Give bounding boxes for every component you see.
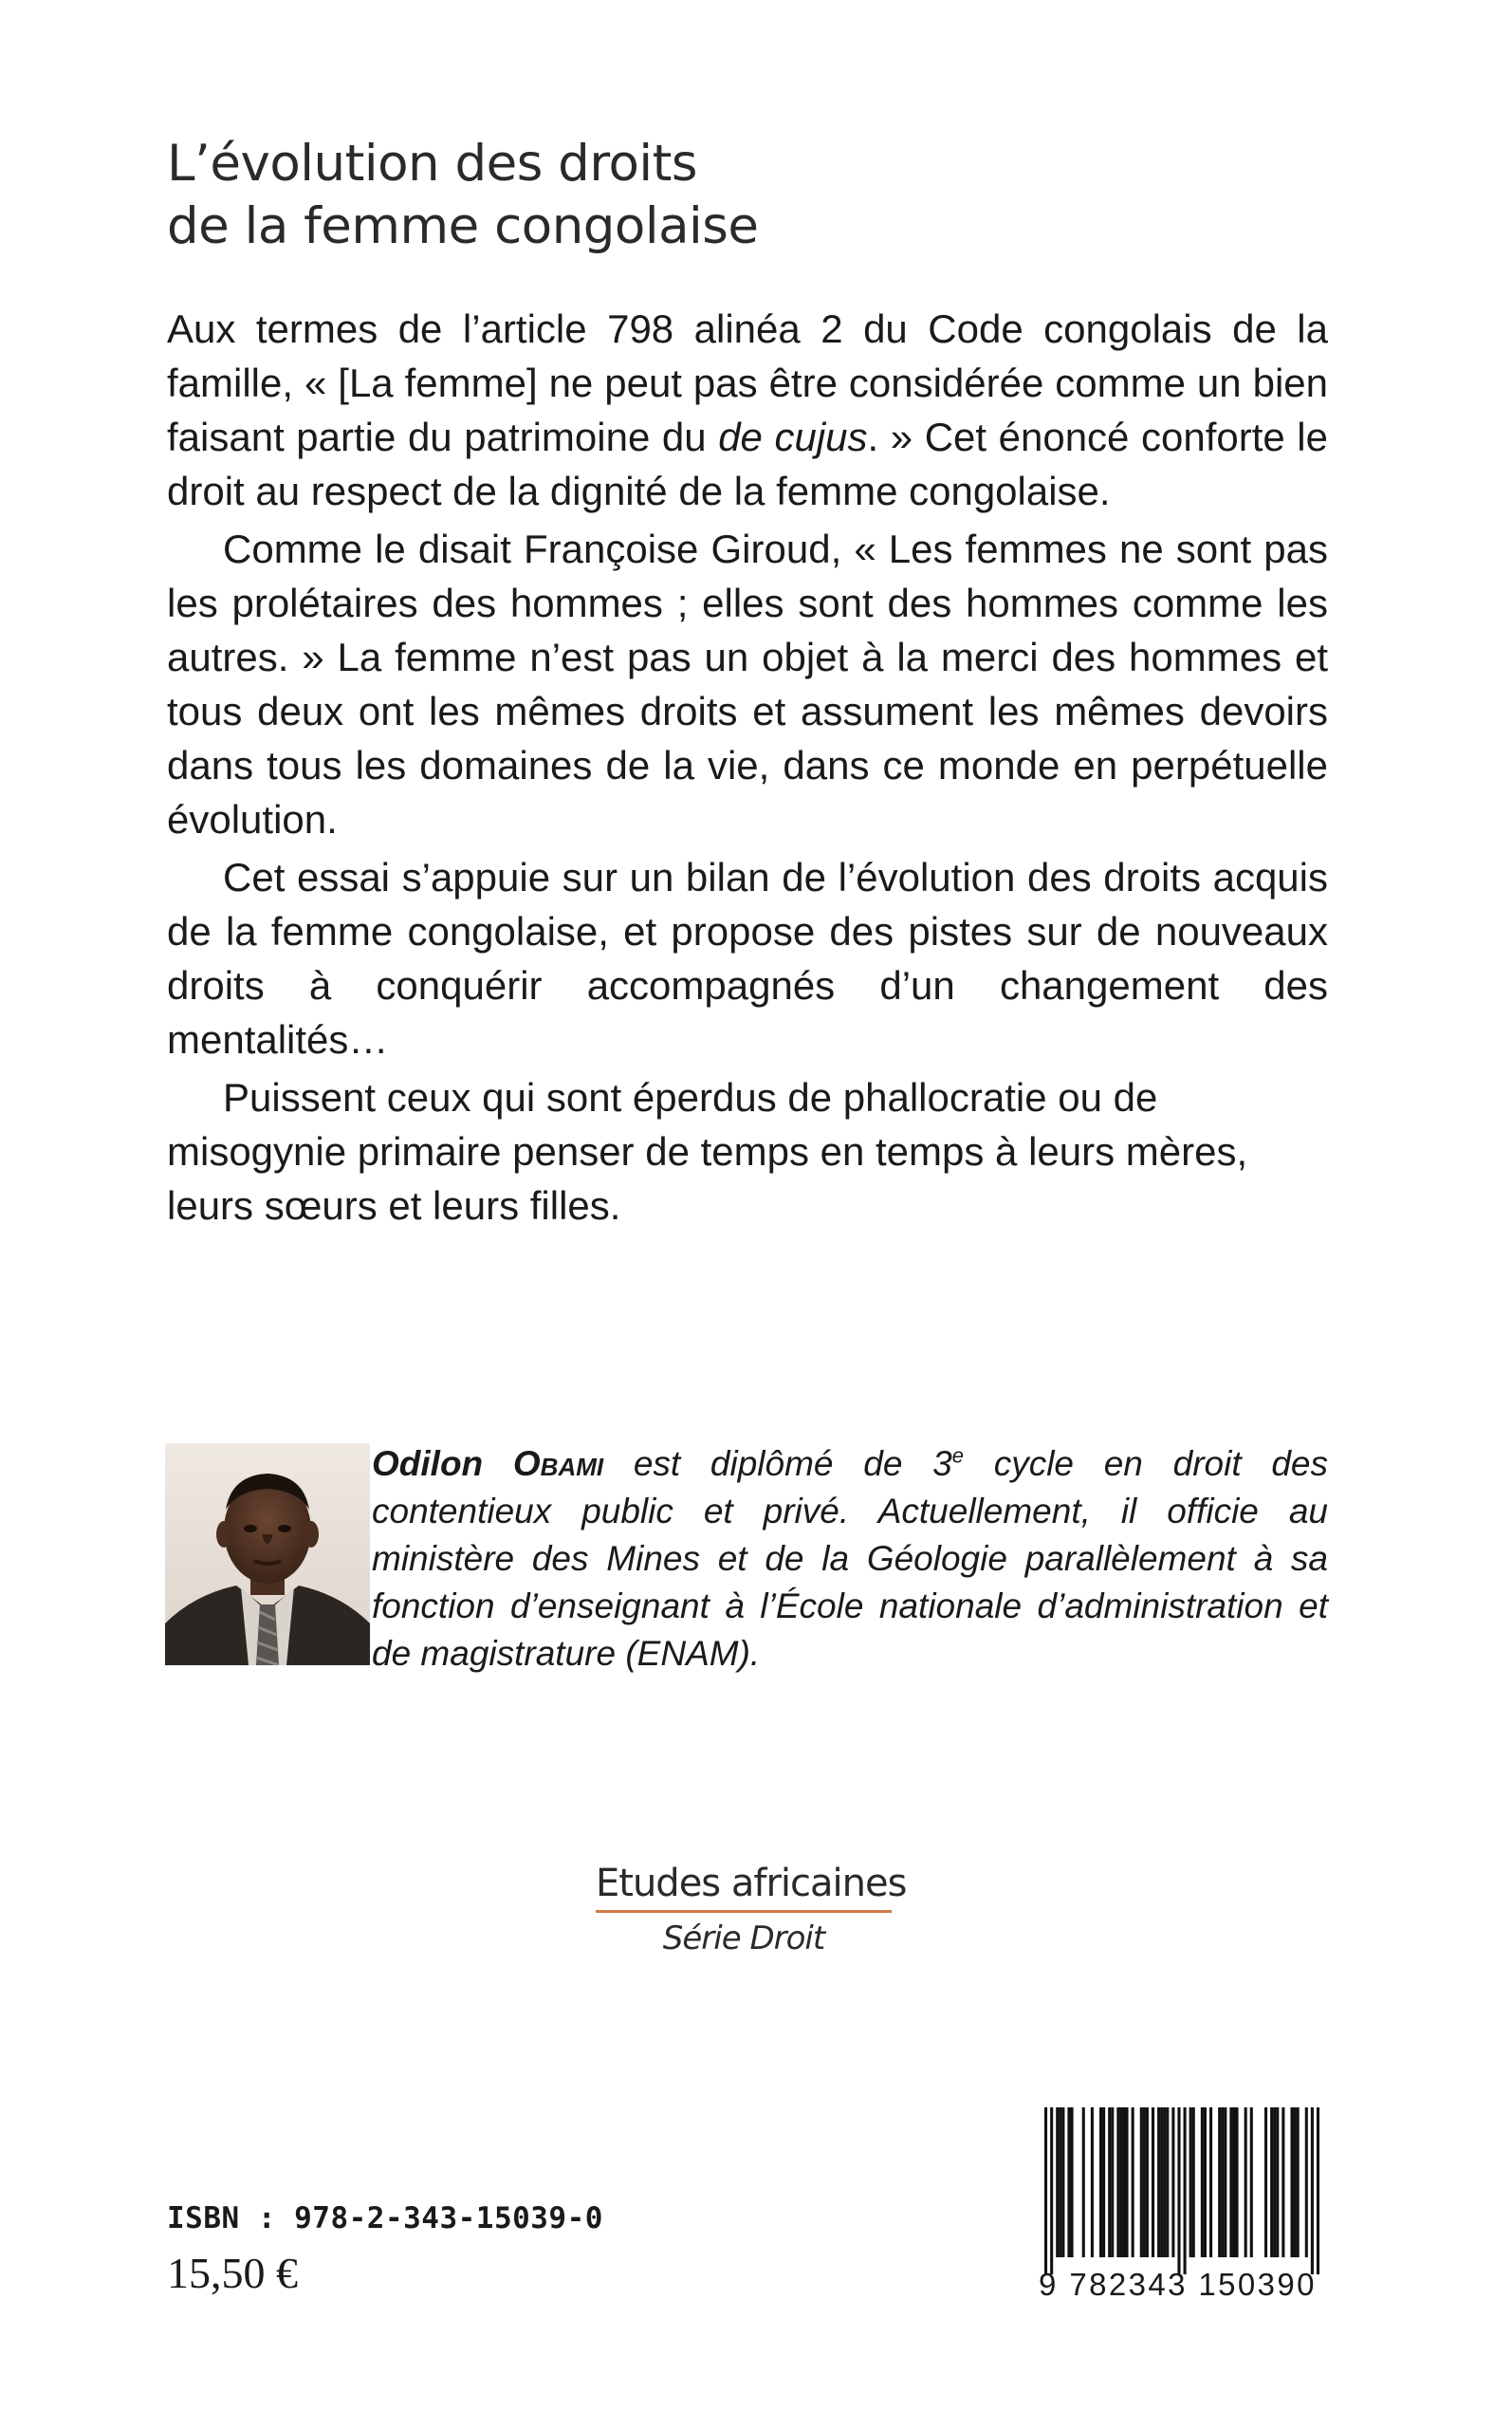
barcode-bar-10 (1102, 2107, 1105, 2257)
summary-p1-before: Aux termes de l’article 798 alinéa 2 du Code congolais de la famille, « [La femme] ne peut pas être considérée comme un bien faisant partie du patrimoine du (167, 306, 1328, 459)
author-last-name: Obami (512, 1444, 604, 1483)
author-first-name: Odilon (372, 1444, 484, 1483)
barcode-bar-14 (1119, 2107, 1122, 2257)
barcode-bar-28 (1184, 2107, 1187, 2274)
author-bio-superscript: e (951, 1443, 964, 1468)
summary-p1-after: . » Cet énoncé conforte le droit au respect de la dignité de la femme congolaise. (167, 415, 1328, 513)
barcode-bar-34 (1218, 2107, 1221, 2257)
barcode-bar-52 (1317, 2107, 1319, 2274)
series-name: Etudes africaines (596, 1862, 907, 1905)
barcode-bar-36 (1224, 2107, 1226, 2257)
barcode-bar-40 (1245, 2107, 1247, 2257)
barcode-bar-37 (1229, 2107, 1232, 2257)
author-bio-part-2: cycle en droit des contentieux public et privé. Actuellement, il officie au ministère des Mines et de la Géologie parallèlement à sa fonction d’enseignant à l’École nationale d’administration et de magistrature (ENAM). (372, 1444, 1328, 1673)
barcode-bar-47 (1290, 2107, 1293, 2257)
barcode-bar-35 (1221, 2107, 1224, 2257)
barcode-bar-15 (1122, 2107, 1125, 2257)
barcode-bar-26 (1171, 2107, 1174, 2257)
barcode-bar-25 (1166, 2107, 1169, 2257)
barcode-bar-16 (1125, 2107, 1128, 2257)
barcode-bar-18 (1140, 2107, 1143, 2257)
series-subseries: Série Droit (662, 1920, 825, 1957)
barcode-bar-39 (1235, 2107, 1238, 2257)
author-bio (372, 1440, 1328, 1678)
author-bio-part-1: est diplômé de 3 (603, 1444, 952, 1483)
summary-text (167, 302, 1328, 1236)
barcode-bar-19 (1143, 2107, 1146, 2257)
author-photo (165, 1443, 370, 1665)
barcode-bar-29 (1189, 2107, 1192, 2257)
series-divider (596, 1910, 892, 1913)
barcode-bar-32 (1204, 2107, 1207, 2257)
barcode-bar-41 (1250, 2107, 1253, 2257)
barcode-bar-45 (1276, 2107, 1279, 2257)
summary-paragraph-3: Cet essai s’appuie sur un bilan de l’évolution des droits acquis de la femme congolaise, et propose des pistes sur de nouveaux droits à conquérir accompagnés d’un changement des mentalités… (167, 855, 1328, 1062)
summary-paragraph-4: Puissent ceux qui sont éperdus de phallocratie ou de misogynie primaire penser de temps en temps à leurs mères, leurs sœurs et leurs filles. (167, 1075, 1248, 1228)
barcode-digits: 9 782343 150390 (1039, 2267, 1317, 2302)
title-line-1: L’évolution des droits (167, 135, 697, 193)
summary-paragraph-1 (167, 302, 1328, 518)
barcode-bar-17 (1132, 2107, 1134, 2257)
barcode-bar-8 (1091, 2107, 1094, 2257)
series-label (596, 1860, 907, 1957)
barcode-bar-43 (1270, 2107, 1273, 2257)
barcode-bar-30 (1192, 2107, 1195, 2257)
barcode-bar-38 (1232, 2107, 1235, 2257)
barcode-bar-46 (1282, 2107, 1284, 2257)
barcode-bar-49 (1297, 2107, 1300, 2257)
barcode-bar-3 (1059, 2107, 1061, 2257)
book-title (167, 133, 759, 258)
barcode-bar-13 (1116, 2107, 1119, 2257)
barcode-bar-1 (1050, 2107, 1053, 2274)
barcode-bar-24 (1163, 2107, 1166, 2257)
barcode-bar-44 (1273, 2107, 1276, 2257)
barcode-bar-31 (1201, 2107, 1204, 2257)
barcode-bar-6 (1070, 2107, 1073, 2257)
summary-p1-italic: de cujus (718, 415, 868, 459)
isbn: ISBN : 978-2-343-15039-0 (167, 2201, 603, 2235)
barcode-bar-48 (1294, 2107, 1297, 2257)
barcode-bar-7 (1082, 2107, 1085, 2257)
price: 15,50 € (167, 2249, 298, 2297)
barcode-bar-5 (1067, 2107, 1070, 2257)
barcode-bar-27 (1177, 2107, 1180, 2274)
barcode-bar-2 (1056, 2107, 1059, 2257)
barcode-bar-0 (1044, 2107, 1047, 2274)
barcode-bar-20 (1146, 2107, 1149, 2257)
barcode-bar-4 (1061, 2107, 1064, 2257)
barcode-bar-42 (1264, 2107, 1267, 2257)
barcode-bar-33 (1209, 2107, 1212, 2257)
barcode-bar-9 (1099, 2107, 1102, 2257)
title-line-2: de la femme congolaise (167, 197, 759, 255)
barcode-bar-21 (1152, 2107, 1154, 2257)
barcode-bar-22 (1157, 2107, 1160, 2257)
barcode-bar-50 (1305, 2107, 1308, 2257)
barcode-bar-51 (1311, 2107, 1314, 2274)
barcode-bar-23 (1160, 2107, 1163, 2257)
barcode-bar-11 (1108, 2107, 1111, 2257)
author-portrait-image (165, 1443, 370, 1665)
barcode-bar-12 (1111, 2107, 1114, 2257)
summary-paragraph-2: Comme le disait Françoise Giroud, « Les femmes ne sont pas les prolétaires des hommes ; elles sont des hommes comme les autres. » La femme n’est pas un objet à la merci des hommes et tous deux ont les mêmes droits et assument les mêmes devoirs dans tous les domaines de la vie, dans ce monde en perpétuelle évolution. (167, 527, 1328, 842)
